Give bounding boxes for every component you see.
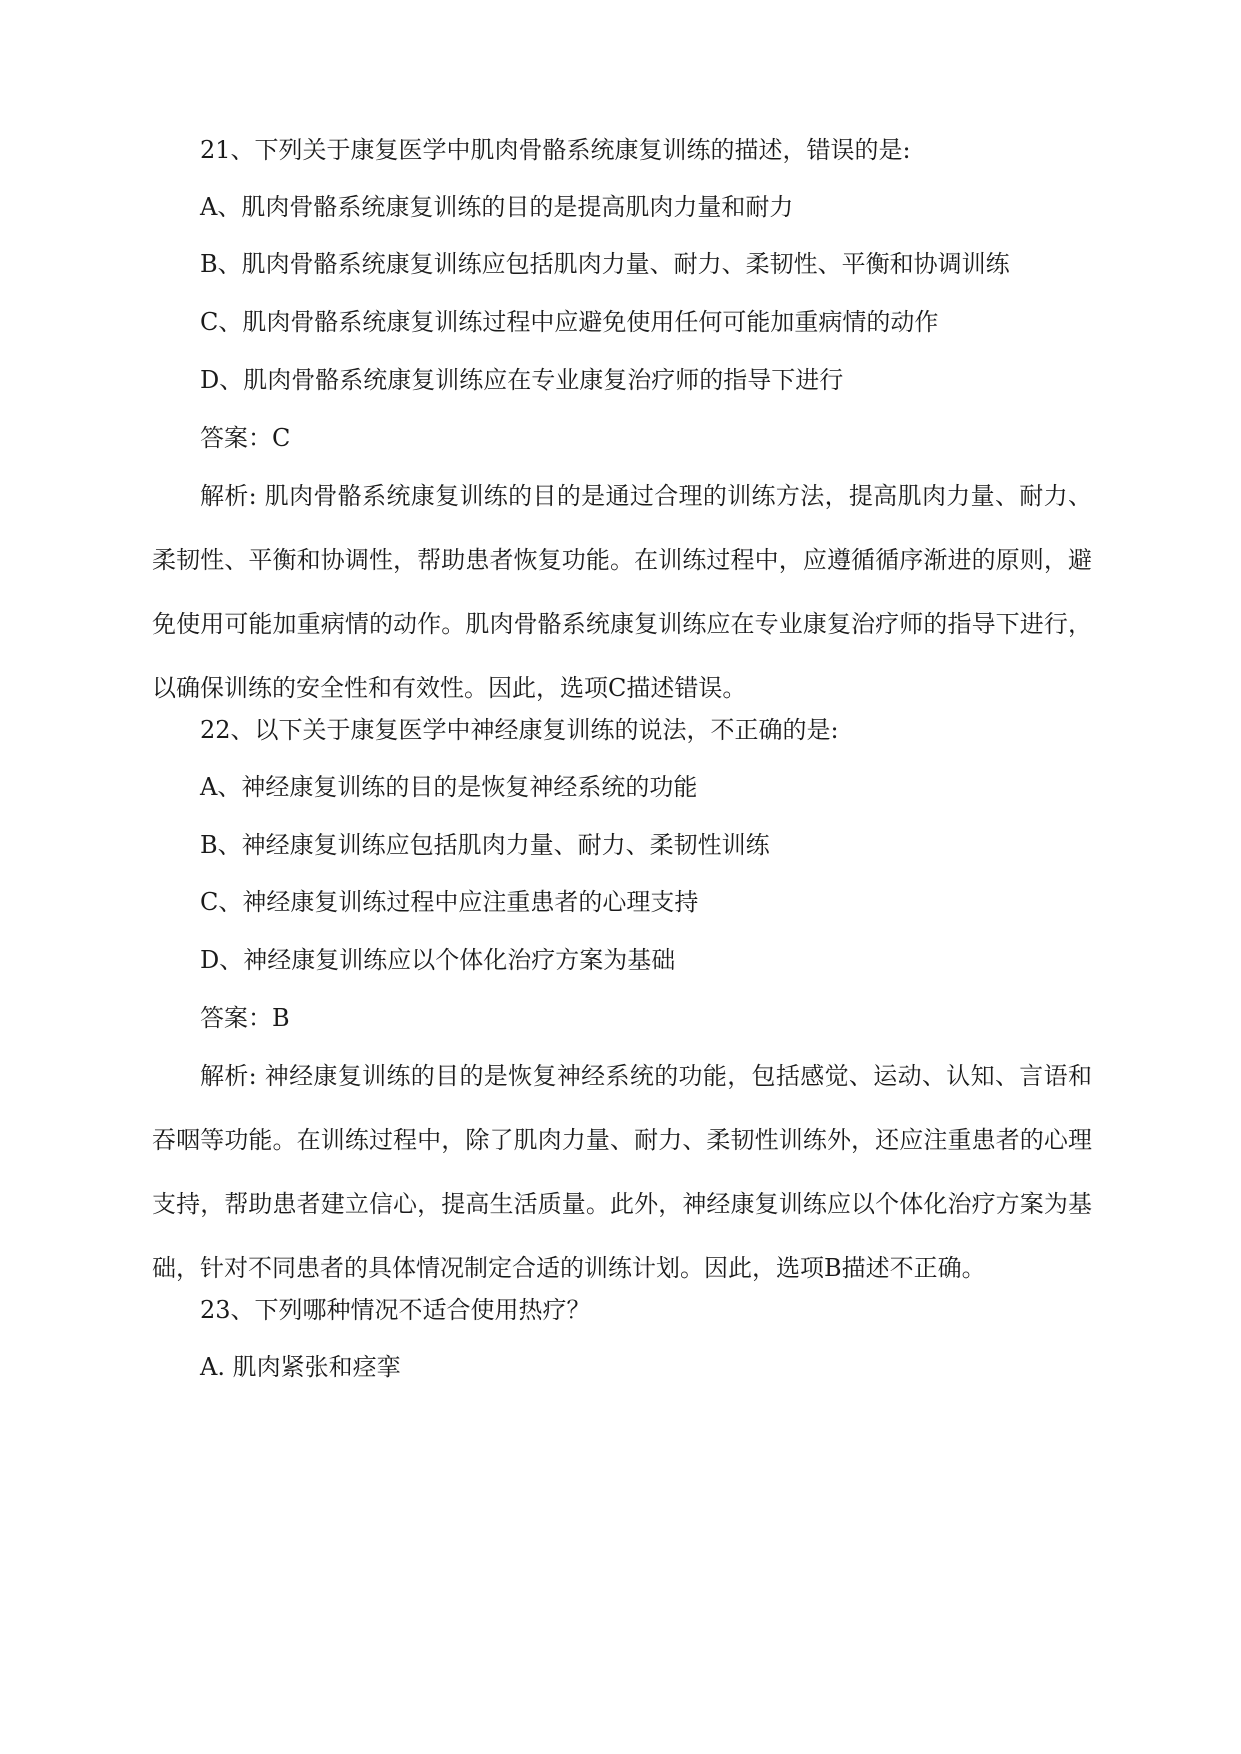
q22-analysis: 解析: 神经康复训练的目的是恢复神经系统的功能，包括感觉、运动、认知、言语和吞咽等功能。在训练过程中，除了肌肉力量、耐力、柔韧性训练外，还应注重患者的心理支持，帮助患者建立信心，提高生活质量。此外，神经康复训练应以个体化治疗方案为基础，针对不同患者的具体情况制定合适的训练计划。因此，选项B描述不正确。	[152, 1062, 1092, 1282]
q22-option-b: B、神经康复训练应包括肌肉力量、耐力、柔韧性训练	[200, 831, 770, 859]
q21-option-d: D、肌肉骨骼系统康复训练应在专业康复治疗师的指导下进行	[200, 366, 844, 394]
q21-analysis: 解析: 肌肉骨骼系统康复训练的目的是通过合理的训练方法，提高肌肉力量、耐力、柔韧性、平衡和协调性，帮助患者恢复功能。在训练过程中，应遵循循序渐进的原则，避免使用可能加重病情的动作。肌肉骨骼系统康复训练应在专业康复治疗师的指导下进行，以确保训练的安全性和有效性。因此，选项C描述错误。	[152, 482, 1092, 702]
question-23: 23、下列哪种情况不适合使用热疗？	[200, 1296, 591, 1324]
q21-option-c: C、肌肉骨骼系统康复训练过程中应避免使用任何可能加重病情的动作	[200, 308, 939, 336]
question-22: 22、以下关于康复医学中神经康复训练的说法，不正确的是:	[200, 716, 839, 744]
q22-answer: 答案：B	[200, 1004, 290, 1032]
q23-option-a: A. 肌肉紧张和痉挛	[200, 1353, 401, 1381]
q21-option-b: B、肌肉骨骼系统康复训练应包括肌肉力量、耐力、柔韧性、平衡和协调训练	[200, 250, 1010, 278]
q22-option-d: D、神经康复训练应以个体化治疗方案为基础	[200, 946, 676, 974]
q21-answer: 答案：C	[200, 424, 291, 452]
q21-option-a: A、肌肉骨骼系统康复训练的目的是提高肌肉力量和耐力	[200, 193, 794, 221]
q22-option-c: C、神经康复训练过程中应注重患者的心理支持	[200, 888, 699, 916]
q22-option-a: A、神经康复训练的目的是恢复神经系统的功能	[200, 773, 698, 801]
question-21: 21、下列关于康复医学中肌肉骨骼系统康复训练的描述，错误的是:	[200, 136, 911, 164]
